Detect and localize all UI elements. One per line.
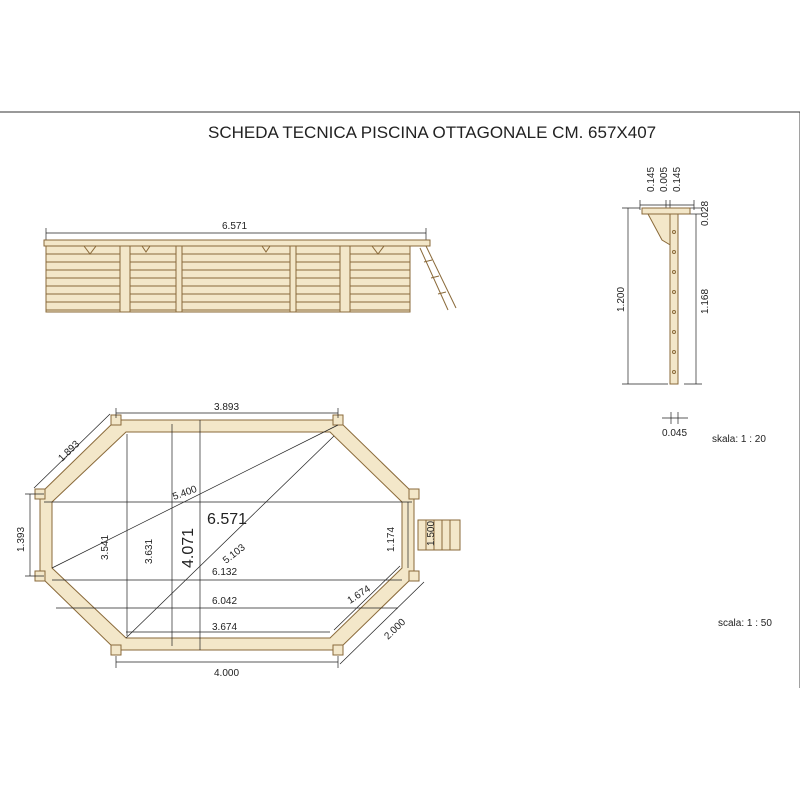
detail-scale: skala: 1 : 20: [712, 434, 766, 445]
side-post: [290, 246, 296, 312]
detail-height-wall: 1.168: [700, 288, 711, 314]
plan-width-main-label: 4.071: [180, 527, 197, 568]
plan-width-inner-a-label: 3.541: [100, 534, 111, 560]
detail-top-145-b: 0.145: [672, 166, 683, 192]
plan-corner-post: [333, 645, 343, 655]
detail-bracket: [648, 214, 672, 246]
detail-bottom-045: 0.045: [662, 428, 688, 439]
plan-diag-inner-label: 5.103: [221, 542, 248, 567]
plan-top-label: 3.893: [214, 402, 240, 413]
detail-height-total: 1.200: [616, 286, 627, 312]
detail-top-028: 0.028: [700, 200, 711, 226]
plan-bottom-edge-label: 2.000: [382, 616, 409, 643]
plan-bottom-inner-label: 3.674: [212, 622, 238, 633]
section-detail: [616, 167, 766, 445]
side-post: [120, 246, 130, 312]
detail-wall-section: [670, 214, 678, 384]
plan-diag-long-label: 5.400: [171, 483, 199, 503]
side-post: [340, 246, 350, 312]
side-view: [44, 221, 456, 312]
side-top-rail: [44, 240, 430, 246]
sheet-title: SCHEDA TECNICA PISCINA OTTAGONALE CM. 657X407: [208, 123, 657, 142]
plan-bottom-label: 4.000: [214, 668, 240, 679]
plan-diag-edge-label: 1.893: [56, 438, 83, 465]
side-post: [176, 246, 182, 312]
plan-inner-len-a-label: 6.132: [212, 567, 238, 578]
plan-left-label: 1.393: [16, 526, 27, 552]
plan-scale: scala: 1 : 50: [718, 618, 772, 629]
side-ladder: [420, 246, 456, 310]
detail-top-005: 0.005: [659, 166, 670, 192]
plan-ladder: [418, 520, 460, 550]
plan-corner-post: [409, 571, 419, 581]
plan-corner-post: [409, 489, 419, 499]
plan-ladder-label: 1.500: [426, 520, 437, 546]
detail-top-rail: [642, 208, 690, 214]
plan-corner-post: [111, 645, 121, 655]
plan-inner-edge-label: 1.674: [345, 583, 373, 607]
plan-inner-len-b-label: 6.042: [212, 596, 238, 607]
plan-right-inner-label: 1.174: [386, 526, 397, 552]
plan-view: [16, 402, 772, 679]
plan-length-main-label: 6.571: [207, 511, 248, 528]
detail-top-145-a: 0.145: [646, 166, 657, 192]
plan-width-inner-b-label: 3.631: [144, 538, 155, 564]
side-length-label: 6.571: [222, 221, 248, 232]
